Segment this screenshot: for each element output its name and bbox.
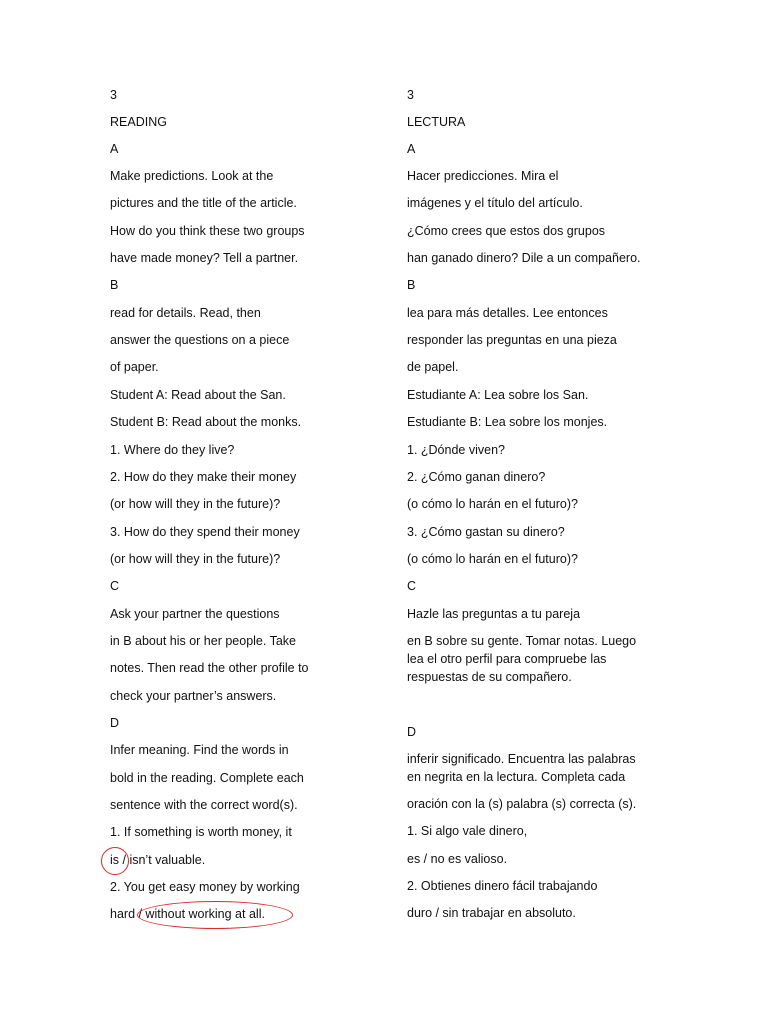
part-b-label: B — [407, 278, 416, 292]
text-line: lea el otro perfil para compruebe las — [407, 652, 607, 666]
text-line: of paper. — [110, 360, 159, 374]
text-line: Student B: Read about the monks. — [110, 415, 302, 429]
question-line: 2. Obtienes dinero fácil trabajando — [407, 879, 598, 893]
text-line: en B sobre su gente. Tomar notas. Luego — [407, 634, 637, 648]
question-line: 1. Si algo vale dinero, — [407, 824, 528, 838]
part-d-label: D — [407, 725, 417, 739]
part-d-label: D — [110, 716, 120, 730]
text-line: notes. Then read the other profile to — [110, 661, 309, 675]
question-line: (o cómo lo harán en el futuro)? — [407, 552, 578, 566]
text-line: Student A: Read about the San. — [110, 388, 286, 402]
text-line: Hazle las preguntas a tu pareja — [407, 607, 581, 621]
answer-line: hard / without working at all. — [110, 907, 265, 921]
text-line: read for details. Read, then — [110, 306, 261, 320]
text-line: sentence with the correct word(s). — [110, 798, 298, 812]
text-line: bold in the reading. Complete each — [110, 771, 304, 785]
question-line: 1. If something is worth money, it — [110, 825, 292, 839]
question-line: 3. ¿Cómo gastan su dinero? — [407, 525, 565, 539]
text-line: oración con la (s) palabra (s) correcta (s). — [407, 797, 637, 811]
part-c-label: C — [110, 579, 120, 593]
part-c-label: C — [407, 579, 417, 593]
text-line: How do you think these two groups — [110, 224, 305, 238]
text-line: en negrita en la lectura. Completa cada — [407, 770, 626, 784]
text-line: in B about his or her people. Take — [110, 634, 297, 648]
text-line: responder las preguntas en una pieza — [407, 333, 617, 347]
text-line: have made money? Tell a partner. — [110, 251, 299, 265]
question-line: 3. How do they spend their money — [110, 525, 300, 539]
question-line: 1. Where do they live? — [110, 443, 235, 457]
section-title: READING — [110, 115, 167, 129]
text-line: Ask your partner the questions — [110, 607, 280, 621]
text-line: check your partner’s answers. — [110, 689, 277, 703]
question-line: (or how will they in the future)? — [110, 497, 281, 511]
text-line: imágenes y el título del artículo. — [407, 196, 583, 210]
question-line: 1. ¿Dónde viven? — [407, 443, 505, 457]
section-title: LECTURA — [407, 115, 466, 129]
text-line: Make predictions. Look at the — [110, 169, 274, 183]
text-line: ¿Cómo crees que estos dos grupos — [407, 224, 606, 238]
text-line: inferir significado. Encuentra las palabras — [407, 752, 636, 766]
answer-line: duro / sin trabajar en absoluto. — [407, 906, 576, 920]
part-a-label: A — [110, 142, 119, 156]
text-line: pictures and the title of the article. — [110, 196, 297, 210]
answer-line: es / no es valioso. — [407, 852, 508, 866]
text-line: Infer meaning. Find the words in — [110, 743, 289, 757]
text-line: Estudiante A: Lea sobre los San. — [407, 388, 589, 402]
text-line: Hacer predicciones. Mira el — [407, 169, 559, 183]
section-number: 3 — [110, 88, 117, 102]
question-line: 2. How do they make their money — [110, 470, 297, 484]
question-line: (o cómo lo harán en el futuro)? — [407, 497, 578, 511]
part-b-label: B — [110, 278, 119, 292]
text-line: Estudiante B: Lea sobre los monjes. — [407, 415, 608, 429]
answer-line: is / isn’t valuable. — [110, 853, 206, 867]
section-number: 3 — [407, 88, 414, 102]
text-line: answer the questions on a piece — [110, 333, 290, 347]
part-a-label: A — [407, 142, 416, 156]
text-line: de papel. — [407, 360, 459, 374]
answer-oval-mark — [137, 901, 293, 929]
text-line: lea para más detalles. Lee entonces — [407, 306, 608, 320]
answer-circle-mark — [101, 847, 129, 875]
question-line: 2. You get easy money by working — [110, 880, 300, 894]
text-line: respuestas de su compañero. — [407, 670, 572, 684]
text-line: han ganado dinero? Dile a un compañero. — [407, 251, 641, 265]
question-line: 2. ¿Cómo ganan dinero? — [407, 470, 546, 484]
question-line: (or how will they in the future)? — [110, 552, 281, 566]
